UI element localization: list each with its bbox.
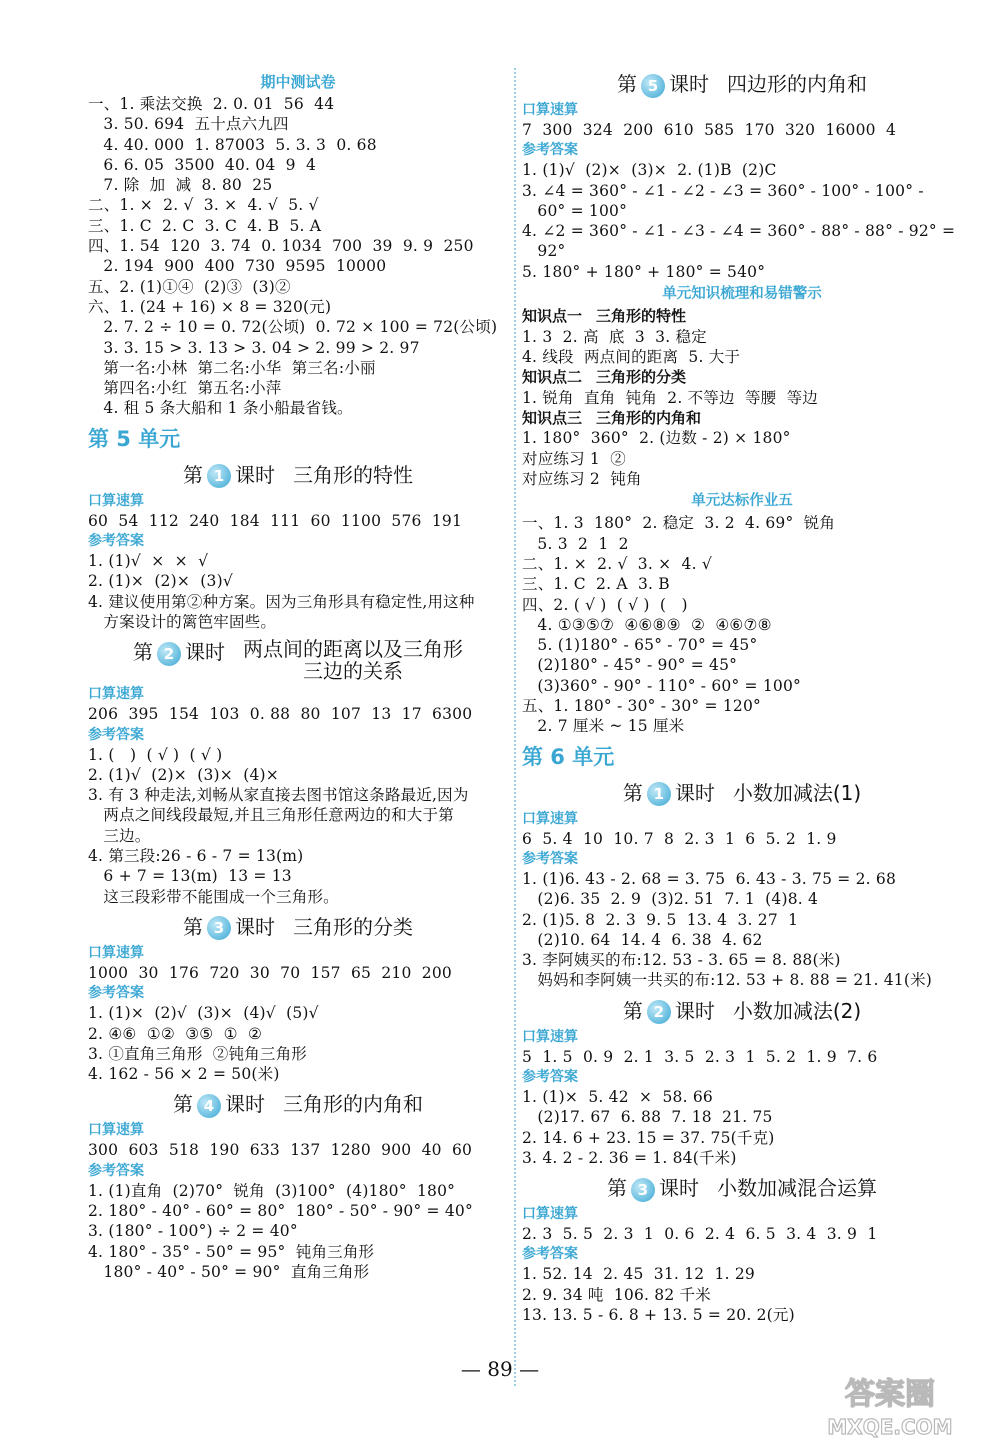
answer-line: 92° bbox=[522, 242, 566, 261]
lesson-prefix: 第 bbox=[617, 72, 637, 96]
watermark-text-url: MXQE.COM bbox=[827, 1415, 953, 1439]
answer-line: 1. ( ) ( √ ) ( √ ) bbox=[88, 745, 223, 764]
answer-line: 7. 除 加 减 8. 80 25 bbox=[88, 176, 273, 195]
lesson-number-badge: 5 bbox=[641, 74, 665, 98]
lesson-number-badge: 1 bbox=[207, 464, 231, 488]
answer-line: 3. 50. 694 五十点六九四 bbox=[88, 115, 289, 134]
answer-line: 2. 14. 6 + 23. 15 = 37. 75(千克) bbox=[522, 1128, 775, 1147]
lesson-title-line: 两点间的距离以及三角形 bbox=[243, 637, 463, 662]
lesson-number-badge: 2 bbox=[157, 642, 181, 666]
answer-line: 一、1. 3 180° 2. 稳定 3. 2 4. 69° 锐角 bbox=[522, 514, 836, 533]
lesson-suffix: 课时 bbox=[669, 72, 709, 96]
lesson-heading bbox=[88, 638, 508, 682]
answer-line: (2)10. 64 14. 4 6. 38 4. 62 bbox=[522, 930, 763, 949]
answer-line: 60° = 100° bbox=[522, 201, 628, 220]
reference-answers bbox=[522, 1087, 962, 1168]
lesson-prefix: 第 bbox=[607, 1176, 627, 1201]
lesson-heading bbox=[522, 1174, 962, 1202]
answer-line: 4. 第三段:26 - 6 - 7 = 13(m) bbox=[88, 847, 304, 866]
lesson-heading bbox=[88, 1090, 508, 1118]
reference-answers bbox=[522, 1264, 962, 1325]
answer-line: (2)6. 35 2. 9 (3)2. 51 7. 1 (4)8. 4 bbox=[522, 890, 819, 909]
oral-calc-answers: 300 603 518 190 633 137 1280 900 40 60 bbox=[88, 1141, 473, 1160]
oral-calc-answers: 5 1. 5 0. 9 2. 1 3. 5 2. 3 1 5. 2 1. 9 7. 6 bbox=[522, 1047, 878, 1066]
answer-line: 2. ④⑥ ①② ③⑤ ① ② bbox=[88, 1024, 263, 1043]
reference-answers bbox=[522, 869, 962, 991]
midterm-answers bbox=[88, 94, 508, 419]
answer-line: 4. 租 5 条大船和 1 条小船最省钱。 bbox=[88, 399, 353, 418]
knowledge-point-answers bbox=[522, 428, 962, 489]
reference-answer-label: 参考答案 bbox=[88, 533, 144, 550]
lesson-prefix: 第 bbox=[622, 780, 643, 805]
knowledge-point-title: 三角形的内角和 bbox=[596, 408, 702, 427]
answer-line: 1. (1)× (2)√ (3)× (4)√ (5)√ bbox=[88, 1004, 319, 1023]
answer-line: (3)360° - 90° - 110° - 60° = 100° bbox=[522, 676, 802, 695]
lesson-suffix: 课时 bbox=[674, 780, 715, 805]
unit-6-heading: 第 6 单元 bbox=[522, 744, 615, 769]
reference-answer-label: 参考答案 bbox=[522, 1246, 578, 1263]
answer-line: 1. (1)直角 (2)70° 锐角 (3)100° (4)180° 180° bbox=[88, 1181, 456, 1200]
answer-line: 方案设计的篱笆牢固些。 bbox=[88, 612, 277, 631]
answer-line: 180° - 40° - 50° = 90° 直角三角形 bbox=[88, 1262, 370, 1281]
lesson-number-badge: 1 bbox=[647, 782, 671, 806]
answer-line: 五、1. 180° - 30° - 30° = 120° bbox=[522, 697, 761, 716]
answer-line: 第一名:小林 第二名:小华 第三名:小丽 bbox=[88, 358, 376, 377]
lesson-suffix: 课时 bbox=[235, 462, 275, 487]
unit-5-heading: 第 5 单元 bbox=[88, 426, 181, 451]
answer-line: 2. (1)√ (2)× (3)× (4)× bbox=[88, 765, 279, 784]
reference-answers bbox=[88, 745, 508, 907]
watermark-text-cn: 答案圈 bbox=[845, 1377, 935, 1412]
answer-line: 六、1. (24 + 16) × 8 = 320(元) bbox=[88, 297, 332, 316]
knowledge-point-name: 知识点一 bbox=[522, 307, 583, 326]
oral-calc-label: 口算速算 bbox=[88, 944, 144, 961]
lesson-title: 小数加减法(1) bbox=[732, 780, 862, 805]
reference-answer-label: 参考答案 bbox=[522, 142, 578, 159]
lesson-title: 小数加减混合运算 bbox=[717, 1176, 877, 1201]
answer-line: (2)17. 67 6. 88 7. 18 21. 75 bbox=[522, 1108, 773, 1127]
lesson-suffix: 课时 bbox=[235, 914, 275, 939]
answer-line: 1. 3 2. 高 底 3 3. 稳定 bbox=[522, 327, 707, 346]
reference-answers bbox=[522, 160, 962, 282]
answer-line: 两点之间线段最短,并且三角形任意两边的和大于第 bbox=[88, 806, 454, 825]
knowledge-point-answers bbox=[522, 388, 962, 408]
page-number: — 89 — bbox=[460, 1357, 540, 1381]
answer-line: 3. 3. 15 > 3. 13 > 3. 04 > 2. 99 > 2. 97 bbox=[88, 338, 420, 357]
lesson-suffix: 课时 bbox=[674, 998, 715, 1023]
oral-calc-answers: 206 395 154 103 0. 88 80 107 13 17 6300 bbox=[88, 705, 473, 724]
oral-calc-answers: 2. 3 5. 5 2. 3 1 0. 6 2. 4 6. 5 3. 4 3. 9 1 bbox=[522, 1225, 878, 1244]
answer-line: 5. 180° + 180° + 180° = 540° bbox=[522, 262, 766, 281]
oral-calc-label: 口算速算 bbox=[522, 1206, 578, 1223]
midterm-title: 期中测试卷 bbox=[260, 73, 336, 91]
answer-line: 6. 6. 05 3500 40. 04 9 4 bbox=[88, 155, 317, 174]
answer-line: 2. 180° - 40° - 60° = 80° 180° - 50° - 90° = 40° bbox=[88, 1201, 473, 1220]
answer-line: 四、1. 54 120 3. 74 0. 1034 700 39 9. 9 250 bbox=[88, 237, 474, 256]
answer-line: 5. 3 2 1 2 bbox=[522, 534, 629, 553]
answer-line: 2. 7. 2 ÷ 10 = 0. 72(公顷) 0. 72 × 100 = 72(公顷) bbox=[88, 318, 498, 337]
answer-line: 一、1. 乘法交换 2. 0. 01 56 44 bbox=[88, 95, 335, 113]
lesson-heading bbox=[522, 70, 962, 98]
reference-answer-label: 参考答案 bbox=[88, 985, 144, 1002]
oral-calc-label: 口算速算 bbox=[88, 686, 144, 703]
lesson-suffix: 课时 bbox=[225, 1092, 265, 1117]
unit-test-title: 单元达标作业五 bbox=[691, 493, 793, 510]
answer-line: 第四名:小红 第五名:小萍 bbox=[88, 379, 282, 398]
reference-answers bbox=[88, 551, 508, 632]
knowledge-point-1 bbox=[522, 306, 962, 327]
lesson-prefix: 第 bbox=[183, 462, 203, 487]
answer-line: 妈妈和李阿姨一共买的布:12. 53 + 8. 88 = 21. 41(米) bbox=[522, 971, 933, 990]
reference-answers bbox=[88, 1181, 508, 1282]
answer-line: 四、2. ( √ ) ( √ ) ( ) bbox=[522, 595, 688, 614]
answer-line: 三边。 bbox=[88, 826, 151, 845]
left-column bbox=[88, 70, 508, 1282]
knowledge-point-title: 三角形的分类 bbox=[596, 368, 687, 387]
lesson-suffix: 课时 bbox=[185, 640, 225, 665]
answer-line: 1. 180° 360° 2. (边数 - 2) × 180° bbox=[522, 429, 791, 448]
answer-line: 4. 180° - 35° - 50° = 95° 钝角三角形 bbox=[88, 1242, 375, 1261]
answer-line: 3. (180° - 100°) ÷ 2 = 40° bbox=[88, 1222, 298, 1241]
answer-line: 3. 4. 2 - 2. 36 = 1. 84(千米) bbox=[522, 1148, 737, 1167]
oral-calc-label: 口算速算 bbox=[522, 102, 578, 118]
oral-calc-label: 口算速算 bbox=[88, 1122, 144, 1139]
right-column bbox=[522, 70, 962, 1325]
answer-line: 1. (1)× 5. 42 × 58. 66 bbox=[522, 1088, 713, 1106]
lesson-prefix: 第 bbox=[622, 998, 643, 1023]
answer-line: 3. 有 3 种走法,刘畅从家直接去图书馆这条路最近,因为 bbox=[88, 786, 469, 805]
answer-line: 二、1. × 2. √ 3. × 4. √ 5. √ bbox=[88, 196, 319, 215]
answer-line: 4. 线段 两点间的距离 5. 大于 bbox=[522, 347, 741, 366]
reference-answer-label: 参考答案 bbox=[522, 1069, 578, 1085]
answer-line: 1. (1)√ (2)× (3)× 2. (1)B (2)C bbox=[522, 161, 777, 180]
lesson-prefix: 第 bbox=[183, 914, 203, 939]
reference-answers bbox=[88, 1003, 508, 1084]
answer-line: 2. 7 厘米 ~ 15 厘米 bbox=[522, 717, 685, 736]
knowledge-point-2 bbox=[522, 367, 962, 388]
column-divider bbox=[514, 68, 516, 1386]
lesson-heading bbox=[522, 779, 962, 807]
answer-line: 这三段彩带不能围成一个三角形。 bbox=[88, 887, 339, 906]
lesson-title-line: 三边的关系 bbox=[303, 659, 403, 684]
knowledge-point-name: 知识点二 bbox=[522, 368, 583, 387]
answer-line: (2)180° - 45° - 90° = 45° bbox=[522, 656, 738, 675]
lesson-title bbox=[243, 638, 463, 682]
answer-line: 4. ∠2 = 360° - ∠1 - ∠3 - ∠4 = 360° - 88° - 88° - 92° = bbox=[522, 222, 956, 241]
lesson-number-badge: 4 bbox=[197, 1094, 221, 1118]
lesson-number-badge: 3 bbox=[631, 1178, 655, 1202]
answer-line: 2. 194 900 400 730 9595 10000 bbox=[88, 257, 387, 276]
lesson-title: 三角形的内角和 bbox=[283, 1092, 423, 1117]
lesson-heading bbox=[522, 997, 962, 1025]
lesson-title: 小数加减法(2) bbox=[732, 998, 862, 1023]
answer-line: 1. 锐角 直角 钝角 2. 不等边 等腰 等边 bbox=[522, 388, 819, 407]
lesson-prefix: 第 bbox=[173, 1092, 193, 1117]
lesson-suffix: 课时 bbox=[659, 1176, 699, 1201]
answer-line: 2. 9. 34 吨 106. 82 千米 bbox=[522, 1285, 711, 1304]
answer-line: 五、2. (1)①④ (2)③ (3)② bbox=[88, 277, 291, 296]
lesson-title: 三角形的特性 bbox=[293, 462, 413, 487]
answer-line: 1. 52. 14 2. 45 31. 12 1. 29 bbox=[522, 1265, 755, 1284]
lesson-title: 三角形的分类 bbox=[293, 914, 413, 939]
reference-answer-label: 参考答案 bbox=[88, 1162, 144, 1179]
oral-calc-label: 口算速算 bbox=[88, 492, 144, 509]
knowledge-point-3 bbox=[522, 408, 962, 429]
answer-line: 3. 李阿姨买的布:12. 53 - 3. 65 = 8. 88(米) bbox=[522, 951, 841, 970]
lesson-title: 四边形的内角和 bbox=[727, 72, 867, 96]
answer-line: 对应练习 1 ② bbox=[522, 449, 626, 468]
oral-calc-answers: 1000 30 176 720 30 70 157 65 210 200 bbox=[88, 963, 452, 982]
answer-line: 1. (1)6. 43 - 2. 68 = 3. 75 6. 43 - 3. 75 = 2. 68 bbox=[522, 869, 897, 888]
oral-calc-label: 口算速算 bbox=[522, 810, 578, 827]
oral-calc-label: 口算速算 bbox=[522, 1028, 578, 1045]
watermark-logo bbox=[790, 1370, 990, 1440]
oral-calc-answers: 7 300 324 200 610 585 170 320 16000 4 bbox=[522, 121, 897, 139]
answer-line: 5. (1)180° - 65° - 70° = 45° bbox=[522, 636, 758, 655]
oral-calc-answers: 60 54 112 240 184 111 60 1100 576 191 bbox=[88, 511, 463, 530]
unit-review-title: 单元知识梳理和易错警示 bbox=[662, 286, 822, 303]
answer-line: 4. 162 - 56 × 2 = 50(米) bbox=[88, 1065, 280, 1084]
answer-line: 3. ①直角三角形 ②钝角三角形 bbox=[88, 1044, 307, 1063]
answer-line: 4. 建议使用第②种方案。因为三角形具有稳定性,用这种 bbox=[88, 592, 475, 611]
lesson-heading bbox=[88, 461, 508, 489]
lesson-heading bbox=[88, 913, 508, 941]
oral-calc-answers: 6 5. 4 10 10. 7 8 2. 3 1 6 5. 2 1. 9 bbox=[522, 829, 837, 848]
answer-line: 2. (1)× (2)× (3)√ bbox=[88, 572, 233, 591]
lesson-number-badge: 3 bbox=[207, 916, 231, 940]
knowledge-point-title: 三角形的特性 bbox=[596, 307, 687, 326]
knowledge-point-answers bbox=[522, 327, 962, 368]
answer-line: 二、1. × 2. √ 3. × 4. √ bbox=[522, 554, 712, 573]
answer-line: 6 + 7 = 13(m) 13 = 13 bbox=[88, 867, 292, 886]
reference-answer-label: 参考答案 bbox=[522, 850, 578, 867]
reference-answer-label: 参考答案 bbox=[88, 726, 144, 743]
answer-line: 2. (1)5. 8 2. 3 9. 5 13. 4 3. 27 1 bbox=[522, 910, 799, 929]
unit-test-answers bbox=[522, 513, 962, 736]
answer-line: 三、1. C 2. A 3. B bbox=[522, 575, 670, 594]
knowledge-point-name: 知识点三 bbox=[522, 408, 583, 427]
lesson-prefix: 第 bbox=[133, 640, 153, 665]
answer-line: 4. ①③⑤⑦ ④⑥⑧⑨ ② ④⑥⑦⑧ bbox=[522, 615, 772, 634]
answer-line: 13. 13. 5 - 6. 8 + 13. 5 = 20. 2(元) bbox=[522, 1306, 795, 1325]
answer-line: 4. 40. 000 1. 87003 5. 3. 3 0. 68 bbox=[88, 135, 377, 154]
answer-line: 三、1. C 2. C 3. C 4. B 5. A bbox=[88, 216, 322, 235]
answer-line: 1. (1)√ × × √ bbox=[88, 552, 209, 571]
answer-line: 对应练习 2 钝角 bbox=[522, 470, 642, 489]
lesson-number-badge: 2 bbox=[647, 1000, 671, 1024]
answer-line: 3. ∠4 = 360° - ∠1 - ∠2 - ∠3 = 360° - 100° - 100° - bbox=[522, 181, 924, 200]
